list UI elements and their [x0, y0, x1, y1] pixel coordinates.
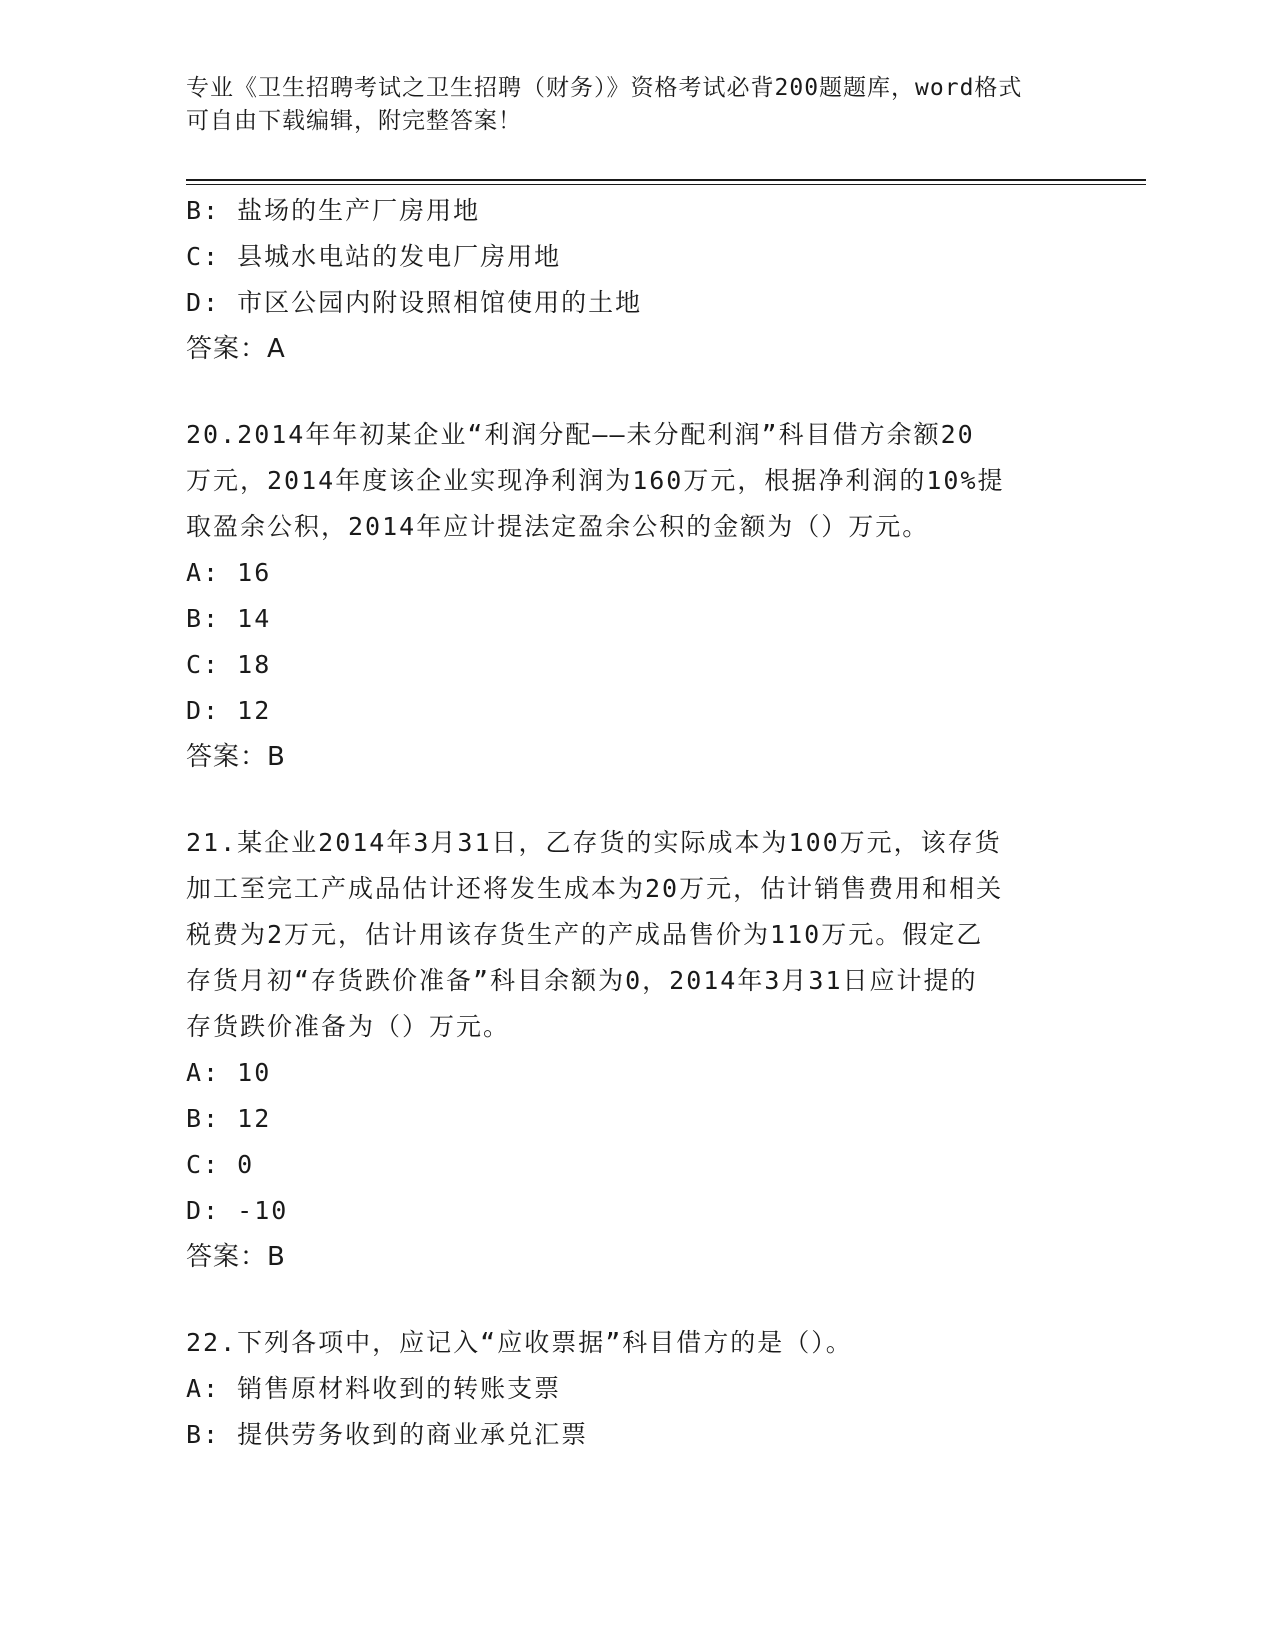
option-c: C: 县城水电站的发电厂房用地: [186, 242, 562, 271]
option-a: A: 10: [186, 1058, 272, 1087]
document-header: [186, 72, 1086, 138]
header-divider-thin: [186, 184, 1146, 185]
question-list: [186, 188, 1086, 1458]
question-20: [186, 412, 1086, 780]
option-d: D: 市区公园内附设照相馆使用的土地: [186, 288, 643, 317]
header-divider-thick: [186, 179, 1146, 181]
question-stem-line: 存货跌价准备为（）万元。: [186, 1012, 511, 1041]
question-stem-line: 20.2014年年初某企业“利润分配——未分配利润”科目借方余额20: [186, 420, 975, 449]
question-stem-line: 存货月初“存货跌价准备”科目余额为0，2014年3月31日应计提的: [186, 966, 978, 995]
question-stem-line: 加工至完工产成品估计还将发生成本为20万元，估计销售费用和相关: [186, 874, 1004, 903]
question-stem-line: 22.下列各项中，应记入“应收票据”科目借方的是（）。: [186, 1328, 853, 1357]
option-c: C: 0: [186, 1150, 255, 1179]
answer-label: 答案：B: [186, 742, 286, 772]
option-c: C: 18: [186, 650, 272, 679]
option-a: A: 销售原材料收到的转账支票: [186, 1374, 562, 1403]
question-19-continued: [186, 188, 1086, 372]
question-22: [186, 1320, 1086, 1458]
option-b: B: 提供劳务收到的商业承兑汇票: [186, 1420, 589, 1449]
answer-label: 答案：B: [186, 1242, 286, 1272]
question-stem-line: 取盈余公积，2014年应计提法定盈余公积的金额为（）万元。: [186, 512, 930, 541]
option-b: B: 盐场的生产厂房用地: [186, 196, 481, 225]
option-b: B: 14: [186, 604, 272, 633]
question-stem-line: 万元，2014年度该企业实现净利润为160万元，根据净利润的10%提: [186, 466, 1005, 495]
option-b: B: 12: [186, 1104, 272, 1133]
header-line-2: 可自由下载编辑，附完整答案！: [186, 108, 522, 134]
question-stem-line: 税费为2万元，估计用该存货生产的产成品售价为110万元。假定乙: [186, 920, 984, 949]
option-a: A: 16: [186, 558, 272, 587]
question-21: [186, 820, 1086, 1280]
question-stem-line: 21.某企业2014年3月31日，乙存货的实际成本为100万元，该存货: [186, 828, 1002, 857]
option-d: D: -10: [186, 1196, 289, 1225]
header-line-1: 专业《卫生招聘考试之卫生招聘（财务）》资格考试必背200题题库，word格式: [186, 75, 1023, 101]
answer-label: 答案：A: [186, 334, 286, 364]
option-d: D: 12: [186, 696, 272, 725]
